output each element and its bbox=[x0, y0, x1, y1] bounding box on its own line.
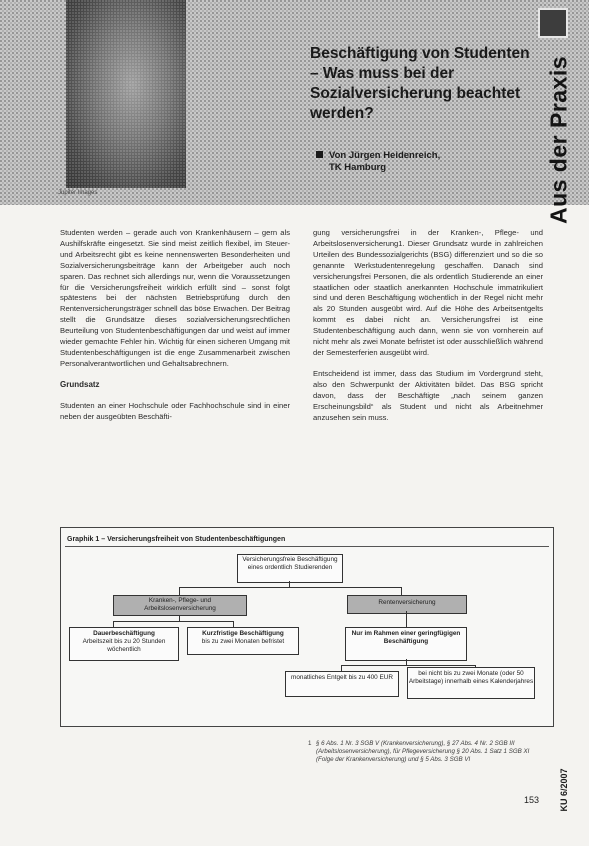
node-pension-insurance: Rentenversicherung bbox=[347, 595, 467, 614]
photo-credit: Jupiter Images bbox=[58, 190, 98, 196]
connector bbox=[401, 587, 402, 595]
graphic-flowchart bbox=[60, 527, 554, 727]
node-title: Dauerbeschäftigung bbox=[93, 630, 155, 637]
node-short-term-employment bbox=[187, 627, 299, 655]
node-root: Versicherungsfreie Beschäftigung eines ordentlich Studierenden bbox=[237, 554, 343, 583]
graphic-divider bbox=[65, 546, 549, 547]
paragraph: gung versicherungsfrei in der Kranken-, Pflege- und Arbeitslosenversicherung1. Dieser Grundsatz wurde in zahlreichen Urteilen des Bundessozialgerichts (BSG) differenziert und so die so genannte Werkstudentenregelung geschaffen. Danach sind versicherungsfrei Personen, die als ordentlich Studierende an einer staatlichen oder staatlich anerkannten Hochschule immatrikuliert sind und deren Beschäftigung wöchentlich in der Regel nicht mehr als 20 Stunden ausgeübt wird. Auf die Höhe des Arbeitsentgelts kommt es dabei nicht an. Versicherungsfrei ist eine Studentenbeschäftigung auch dann, wenn sie von vornherein auf nicht mehr als zwei Monate befristet ist oder ausschließlich während der Semesterferien ausgeübt wird. bbox=[313, 228, 543, 357]
author-affiliation: TK Hamburg bbox=[329, 162, 386, 173]
body-column-left bbox=[60, 228, 290, 433]
connector bbox=[406, 611, 407, 627]
journal-label: KU 6/2007 bbox=[559, 768, 569, 812]
node-title: Kurzfristige Beschäftigung bbox=[202, 630, 284, 637]
node-permanent-employment bbox=[69, 627, 179, 661]
title-line: – Was muss bei der bbox=[310, 65, 455, 82]
bullet-square-icon bbox=[316, 151, 323, 158]
paragraph: Studenten werden – gerade auch von Krankenhäusern – gern als Aushilfskräfte eingesetzt. Sie sind meist zeitlich flexibel, im Steuer- und Arbeitsrecht gibt es keine nennenswerten Besonderheiten und Sozialversicherungsbeiträge kann der Arbeitgeber auch noch sparen. Das rechnet sich allerdings nur, wenn die Voraussetzungen für die Versicherungsfreiheit wirklich erfüllt sind – sonst folgt spätestens bei der nächsten Betriebsprüfung durch den Rentenversicherungsträger schnell das böse Erwachen. Der Beitrag stellt die Grundsätze dieses sozialversicherungsrechtlichen Beurteilung von Studentenbeschäftigungen dar und weist auf immer wieder gemachte Fehler hin. Wichtig für einen sicheren Umgang mit Studentenbeschäftigungen ist die enge Zusammenarbeit zwischen Personalverantwortlichen und Gehaltsabrechnern. bbox=[60, 228, 290, 368]
connector bbox=[113, 621, 233, 622]
title-line: werden? bbox=[310, 105, 374, 122]
node-subtitle: Arbeitszeit bis zu 20 Stunden wöchentlich bbox=[82, 638, 166, 653]
section-label-wrapper bbox=[534, 40, 584, 240]
body-column-right bbox=[313, 228, 543, 433]
article-title bbox=[310, 44, 540, 124]
section-label: Aus der Praxis bbox=[545, 55, 572, 225]
paragraph: Entscheidend ist immer, dass das Studium im Vordergrund steht, also den Schwerpunkt der Aktivitäten bildet. Das BSG spricht davon, dass der Beschäftigte „nach seinem ganzen Erscheinungsbild“ als Student und nicht als Arbeitnehmer anzusehen sein muss. bbox=[313, 368, 543, 422]
connector bbox=[179, 587, 180, 595]
header-photo bbox=[66, 0, 186, 188]
footnote-number: 1 bbox=[308, 740, 312, 747]
author-name: Von Jürgen Heidenreich, bbox=[329, 150, 441, 161]
node-subtitle: bis zu zwei Monaten befristet bbox=[201, 638, 285, 645]
author-byline bbox=[316, 150, 536, 174]
connector bbox=[341, 665, 475, 666]
node-time-limit: bei nicht bis zu zwei Monate (oder 50 Arbeitstage) innerhalb eines Kalenderjahres bbox=[407, 667, 535, 699]
page-number: 153 bbox=[524, 795, 540, 805]
paragraph: Studenten an einer Hochschule oder Fachhochschule sind in einer neben der ausgeübten Beschäfti- bbox=[60, 400, 290, 421]
title-line: Sozialversicherung beachtet bbox=[310, 85, 521, 102]
footnote bbox=[308, 740, 542, 765]
journal-label-wrapper bbox=[552, 760, 576, 820]
node-marginal-employment: Nur im Rahmen einer geringfügigen Beschäftigung bbox=[345, 627, 467, 661]
section-heading: Grundsatz bbox=[60, 379, 100, 389]
footnote-text: § 6 Abs. 1 Nr. 3 SGB V (Krankenversicherung), § 27 Abs. 4 Nr. 2 SGB III (Arbeitslosenversicherung), für Pflegeversicherung § 20 Abs. 1 Satz 1 SGB XI (Folge der Krankenversicherung) und § 5 Abs. 3 SGB VI bbox=[316, 740, 530, 764]
section-marker-icon bbox=[538, 8, 568, 38]
connector bbox=[179, 587, 401, 588]
node-health-insurance: Kranken-, Pflege- und Arbeitslosenversicherung bbox=[113, 595, 247, 616]
node-income-limit: monatliches Entgelt bis zu 400 EUR bbox=[285, 671, 399, 697]
graphic-title: Graphik 1 – Versicherungsfreiheit von Studentenbeschäftigungen bbox=[67, 536, 286, 543]
title-line: Beschäftigung von Studenten bbox=[310, 45, 530, 62]
